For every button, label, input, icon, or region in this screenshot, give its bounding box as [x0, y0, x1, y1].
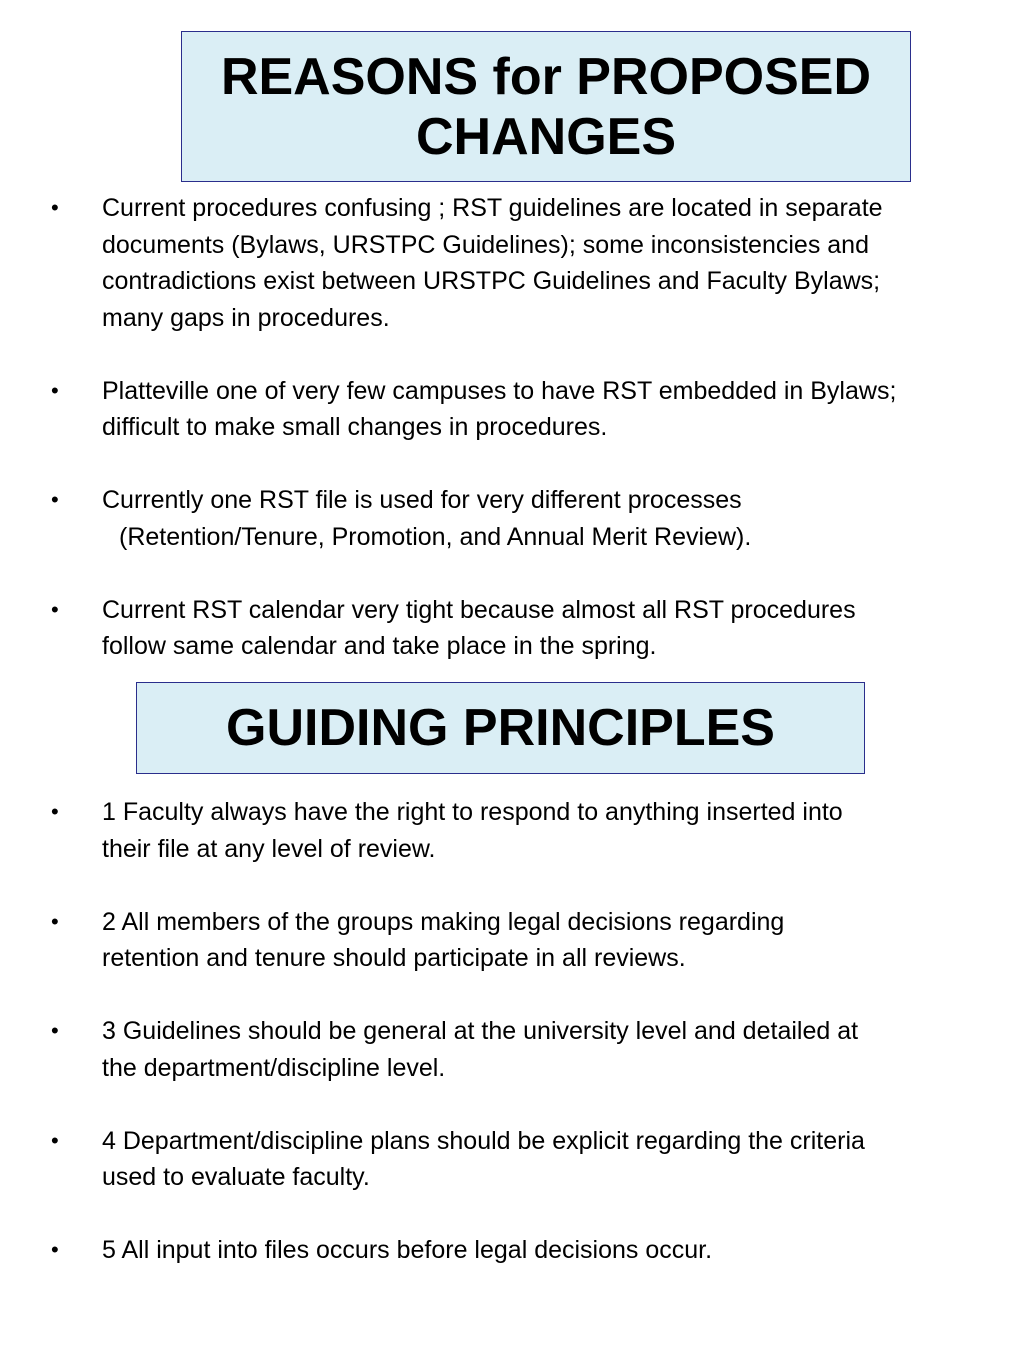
reasons-title-box: [181, 31, 911, 182]
bullet-dot-icon: •: [51, 377, 59, 403]
bullet-text-line: used to evaluate faculty.: [102, 1163, 370, 1191]
bullet-text-line: Current procedures confusing ; RST guidelines are located in separate: [102, 194, 883, 222]
bullet-dot-icon: •: [51, 1237, 59, 1262]
reasons-bullet-item: [0, 190, 1024, 336]
principles-bullet-item: [0, 1123, 1024, 1196]
bullet-dot-icon: •: [51, 908, 59, 934]
bullet-text-line: (Retention/Tenure, Promotion, and Annual Merit Review).: [119, 522, 752, 551]
principles-bullet-list: [0, 794, 1024, 1305]
bullet-text-line: Currently one RST file is used for very different processes: [102, 486, 742, 514]
reasons-bullet-item: [0, 592, 1024, 665]
reasons-title-line-1: REASONS for PROPOSED: [220, 47, 872, 106]
bullet-dot-icon: •: [51, 1127, 59, 1153]
bullet-text-line: contradictions exist between URSTPC Guidelines and Faculty Bylaws;: [102, 267, 881, 295]
bullet-text-line: documents (Bylaws, URSTPC Guidelines); some inconsistencies and: [102, 230, 869, 259]
reasons-bullet-item: [0, 482, 1024, 555]
reasons-bullet-list: [0, 190, 1024, 701]
guiding-principles-title: GUIDING PRINCIPLES: [226, 699, 775, 757]
bullet-text-line: their file at any level of review.: [102, 834, 436, 863]
bullet-text-line: follow same calendar and take place in the spring.: [102, 632, 657, 660]
bullet-text-line: 2 All members of the groups making legal decisions regarding: [102, 907, 785, 936]
bullet-dot-icon: •: [51, 487, 59, 512]
bullet-text-line: 1 Faculty always have the right to respond to anything inserted into: [102, 798, 843, 826]
principles-bullet-item: [0, 904, 1024, 977]
bullet-text-line: 5 All input into files occurs before legal decisions occur.: [102, 1236, 713, 1264]
principles-bullet-item: [0, 1232, 1024, 1269]
bullet-dot-icon: •: [51, 596, 59, 622]
bullet-text-line: retention and tenure should participate in all reviews.: [102, 944, 686, 972]
bullet-dot-icon: •: [51, 1018, 59, 1043]
bullet-text-line: Current RST calendar very tight because almost all RST procedures: [102, 595, 856, 624]
principles-bullet-item: [0, 794, 1024, 867]
bullet-text-line: 4 Department/discipline plans should be explicit regarding the criteria: [102, 1126, 865, 1155]
bullet-text-line: Platteville one of very few campuses to have RST embedded in Bylaws;: [102, 376, 897, 405]
bullet-dot-icon: •: [51, 195, 59, 220]
guiding-principles-title-box: [136, 682, 865, 774]
principles-bullet-item: [0, 1013, 1024, 1086]
bullet-dot-icon: •: [51, 799, 59, 824]
reasons-title-line-2: CHANGES: [415, 107, 677, 166]
bullet-text-line: 3 Guidelines should be general at the university level and detailed at: [102, 1017, 859, 1045]
bullet-text-line: difficult to make small changes in procedures.: [102, 413, 608, 441]
bullet-text-line: many gaps in procedures.: [102, 303, 390, 332]
bullet-text-line: the department/discipline level.: [102, 1053, 446, 1082]
reasons-bullet-item: [0, 373, 1024, 446]
